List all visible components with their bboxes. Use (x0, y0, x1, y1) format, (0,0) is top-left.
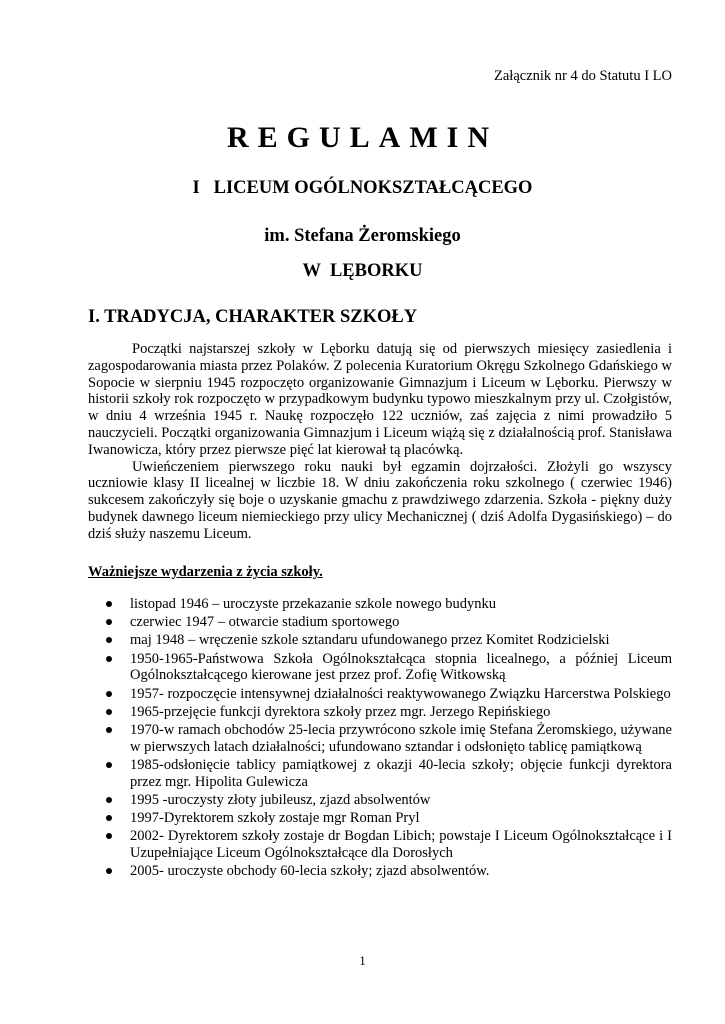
school-name: I LICEUM OGÓLNOKSZTAŁCĄCEGO (192, 178, 533, 198)
list-item (88, 651, 672, 685)
list-item-text: maj 1948 – wręczenie szkole sztandaru ufundowanego przez Komitet Rodzicielski (130, 632, 610, 649)
list-item-text: 1957- rozpoczęcie intensywnej działalności reaktywowanego Związku Harcerstwa Polskiego (130, 685, 671, 702)
bullet-icon (106, 709, 112, 715)
list-item-text: listopad 1946 – uroczyste przekazanie szkole nowego budynku (130, 596, 497, 612)
list-item-text: czerwiec 1947 – otwarcie stadium sportowego (130, 614, 400, 631)
list-item-text: 2002- Dyrektorem szkoły zostaje dr Bogdan Libich; powstaje I Liceum Ogólnokształcące i I Uzupełniające Liceum Ogólnokształcące dla Dorosłych (130, 828, 672, 862)
list-item (88, 722, 672, 756)
list-item-text: 1997-Dyrektorem szkoły zostaje mgr Roman Pryl (130, 810, 420, 827)
list-item (88, 828, 672, 862)
list-item (88, 704, 672, 721)
annex-note: Załącznik nr 4 do Statutu I LO (494, 68, 672, 84)
list-item-text: 1950-1965-Państwowa Szkoła Ogólnokształcąca stopnia licealnego, a później Liceum Ogólnokształcącego kierowane jest przez prof. Zofię Witkowską (130, 650, 672, 684)
bullet-icon (106, 619, 112, 625)
bullet-icon (106, 656, 112, 662)
bullet-icon (106, 691, 112, 697)
bullet-icon (106, 601, 112, 607)
list-item (88, 632, 672, 649)
list-item (88, 863, 672, 880)
list-item (88, 757, 672, 791)
list-item (88, 596, 672, 613)
bullet-icon (106, 833, 112, 839)
list-item-text: 2005- uroczyste obchody 60-lecia szkoły; zjazd absolwentów. (130, 863, 490, 880)
list-item-text: 1970-w ramach obchodów 25-lecia przywrócono szkole imię Stefana Żeromskiego, używane w pierwszych latach działalności; ufundowano sztandar i odsłonięto tablicę pamiątkową (130, 721, 672, 755)
school-location: W LĘBORKU (302, 261, 423, 281)
events-list (88, 596, 672, 881)
list-item (88, 792, 672, 809)
list-item (88, 686, 672, 703)
list-item-text: 1985-odsłonięcie tablicy pamiątkowej z okazji 40-lecia szkoły; objęcie funkcji dyrektora przez mgr. Hipolita Gulewicza (130, 756, 672, 790)
bullet-icon (106, 797, 112, 803)
bullet-icon (106, 637, 112, 643)
bullet-icon (106, 727, 112, 733)
document-title: REGULAMIN (226, 121, 498, 154)
list-item (88, 810, 672, 827)
page-number: 1 (359, 954, 366, 968)
events-heading: Ważniejsze wydarzenia z życia szkoły. (88, 564, 323, 580)
school-patron: im. Stefana Żeromskiego (264, 226, 461, 246)
paragraph-first-year: Uwieńczeniem pierwszego roku nauki był egzamin dojrzałości. Złożyli go wszyscy uczniowie klasy II licealnej w liczbie 18. W dniu zakończenia roku szkolnego ( czerwiec 1946) sukcesem zakończyły się boje o uzyskanie gmachu z prawdziwego zdarzenia. Szkoła - piękny duży budynek dawnego liceum niemieckiego przy ulicy Mechanicznej ( dziś Adolfa Dygasińskiego) – do dziś służy naszemu Liceum. (88, 458, 672, 542)
bullet-icon (106, 762, 112, 768)
section-body (88, 341, 672, 543)
bullet-icon (106, 815, 112, 821)
section-heading: I. TRADYCJA, CHARAKTER SZKOŁY (88, 307, 418, 327)
list-item (88, 614, 672, 631)
list-item-text: 1995 -uroczysty złoty jubileusz, zjazd absolwentów (130, 791, 431, 808)
paragraph-history: Początki najstarszej szkoły w Lęborku datują się od pierwszych miesięcy zasiedlenia i zagospodarowania miasta przez Polaków. Z polecenia Kuratorium Okręgu Szkolnego Gdańskiego w Sopocie w sierpniu 1945 rozpoczęto organizowanie Gimnazjum i Liceum w Lęborku. Pierwszy w historii szkoły rok rozpoczęto w przypadkowym budynku typowo mieszkalnym przy ul. Czołgistów, w dniu 4 września 1945 r. Naukę rozpoczęło 122 uczniów, zaś zajęcia z nimi prowadziło 5 nauczycieli. Początki organizowania Gimnazjum i Liceum wiążą się z działalnością prof. Stanisława Iwanowicza, który przez pierwsze pięć lat kierował tą placówką. (88, 341, 672, 458)
bullet-icon (106, 868, 112, 874)
list-item-text: 1965-przejęcie funkcji dyrektora szkoły przez mgr. Jerzego Repińskiego (130, 703, 551, 720)
